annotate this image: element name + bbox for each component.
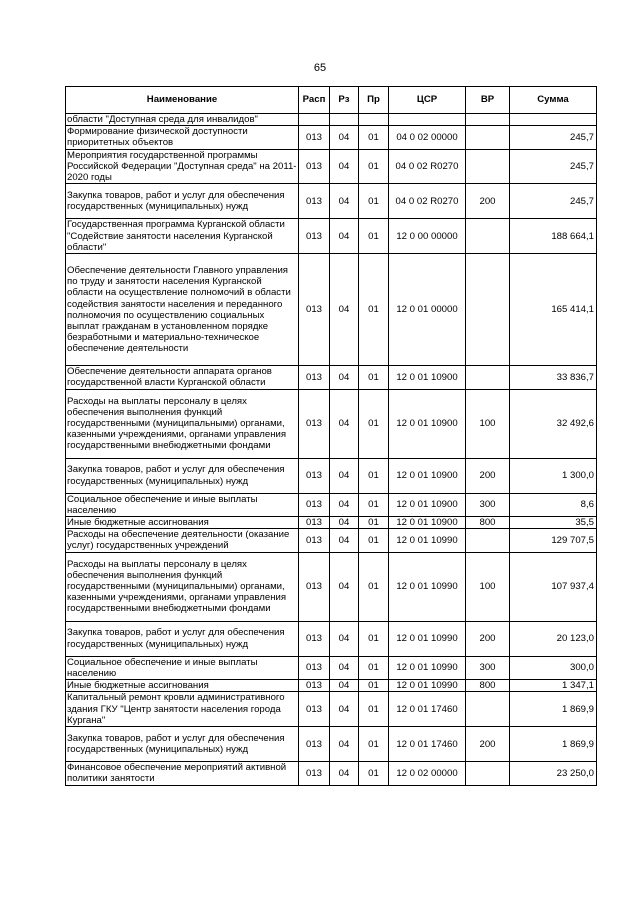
cell-pr: 01 bbox=[359, 366, 389, 389]
cell-name: Закупка товаров, работ и услуг для обеспечения государственных (муниципальных) нужд bbox=[66, 184, 299, 219]
table-row bbox=[66, 692, 597, 727]
cell-csr: 12 0 01 10900 bbox=[389, 366, 466, 389]
cell-rz: 04 bbox=[330, 254, 359, 366]
cell-pr: 01 bbox=[359, 656, 389, 679]
cell-pr: 01 bbox=[359, 126, 389, 149]
cell-pr: 01 bbox=[359, 517, 389, 529]
cell-pr: 01 bbox=[359, 692, 389, 727]
cell-rasp: 013 bbox=[299, 126, 330, 149]
cell-sum: 245,7 bbox=[510, 126, 597, 149]
cell-csr: 12 0 01 10900 bbox=[389, 493, 466, 516]
cell-rz bbox=[330, 114, 359, 126]
cell-rasp: 013 bbox=[299, 254, 330, 366]
cell-rz: 04 bbox=[330, 552, 359, 621]
cell-csr: 12 0 01 10900 bbox=[389, 458, 466, 493]
table-row bbox=[66, 552, 597, 621]
cell-rasp: 013 bbox=[299, 656, 330, 679]
cell-csr: 12 0 01 10900 bbox=[389, 517, 466, 529]
cell-pr: 01 bbox=[359, 493, 389, 516]
cell-rasp: 013 bbox=[299, 184, 330, 219]
cell-rasp: 013 bbox=[299, 493, 330, 516]
cell-vr: 300 bbox=[466, 656, 510, 679]
cell-rz: 04 bbox=[330, 493, 359, 516]
cell-vr: 200 bbox=[466, 621, 510, 656]
cell-vr bbox=[466, 219, 510, 254]
cell-vr: 800 bbox=[466, 517, 510, 529]
cell-name: Обеспечение деятельности аппарата органов государственной власти Курганской области bbox=[66, 366, 299, 389]
cell-rasp: 013 bbox=[299, 762, 330, 785]
table-row bbox=[66, 366, 597, 389]
table-row bbox=[66, 727, 597, 762]
table-row bbox=[66, 458, 597, 493]
cell-name: Государственная программа Курганской области "Содействие занятости населения Курганской области" bbox=[66, 219, 299, 254]
cell-name: Обеспечение деятельности Главного управления по труду и занятости населения Курганской области на осуществление полномочий в области содействия занятости населения и переданного полномочия по осуществлению социальных выплат гражданам в установленном порядке безработными и материально-техническое обеспечение деятельности bbox=[66, 254, 299, 366]
cell-rz: 04 bbox=[330, 762, 359, 785]
cell-name: Иные бюджетные ассигнования bbox=[66, 517, 299, 529]
cell-vr bbox=[466, 529, 510, 552]
cell-vr bbox=[466, 114, 510, 126]
cell-rasp: 013 bbox=[299, 529, 330, 552]
header-name: Наименование bbox=[66, 87, 299, 114]
cell-rasp: 013 bbox=[299, 692, 330, 727]
table-row bbox=[66, 680, 597, 692]
cell-rz: 04 bbox=[330, 219, 359, 254]
cell-sum: 165 414,1 bbox=[510, 254, 597, 366]
cell-vr: 800 bbox=[466, 680, 510, 692]
cell-rz: 04 bbox=[330, 389, 359, 458]
cell-vr bbox=[466, 254, 510, 366]
cell-pr: 01 bbox=[359, 149, 389, 184]
cell-sum: 1 347,1 bbox=[510, 680, 597, 692]
cell-name: Финансовое обеспечение мероприятий активной политики занятости bbox=[66, 762, 299, 785]
cell-pr: 01 bbox=[359, 254, 389, 366]
table-row bbox=[66, 126, 597, 149]
cell-name: Расходы на обеспечение деятельности (оказание услуг) государственных учреждений bbox=[66, 529, 299, 552]
header-csr: ЦСР bbox=[389, 87, 466, 114]
cell-name: Мероприятия государственной программы Российской Федерации "Доступная среда" на 2011-2020 годы bbox=[67, 149, 297, 184]
cell-rasp: 013 bbox=[299, 366, 330, 389]
cell-vr: 200 bbox=[466, 727, 510, 762]
cell-csr: 04 0 02 R0270 bbox=[389, 184, 466, 219]
cell-vr bbox=[466, 692, 510, 727]
cell-rasp: 013 bbox=[299, 517, 330, 529]
cell-csr: 12 0 02 00000 bbox=[389, 762, 466, 785]
cell-name: Расходы на выплаты персоналу в целях обеспечения выполнения функций государственными (муниципальными) органами, казенными учреждениями, органами управления государственными внебюджетными фондами bbox=[66, 552, 299, 621]
cell-rz: 04 bbox=[330, 692, 359, 727]
cell-name: Капитальный ремонт кровли административного здания ГКУ "Центр занятости населения города Кургана" bbox=[66, 692, 299, 727]
cell-rz: 04 bbox=[330, 656, 359, 679]
cell-csr: 04 0 02 R0270 bbox=[389, 149, 466, 184]
cell-sum: 23 250,0 bbox=[510, 762, 597, 785]
header-vr: ВР bbox=[466, 87, 510, 114]
cell-name: Социальное обеспечение и иные выплаты населению bbox=[66, 656, 299, 679]
table-row bbox=[66, 529, 597, 552]
cell-rz: 04 bbox=[330, 517, 359, 529]
cell-rasp: 013 bbox=[299, 219, 330, 254]
page-number: 65 bbox=[313, 62, 327, 74]
table-row bbox=[66, 517, 597, 529]
cell-csr bbox=[389, 114, 466, 126]
cell-sum: 33 836,7 bbox=[510, 366, 597, 389]
cell-sum: 188 664,1 bbox=[510, 219, 597, 254]
cell-name: Закупка товаров, работ и услуг для обеспечения государственных (муниципальных) нужд bbox=[66, 621, 299, 656]
cell-name: Расходы на выплаты персоналу в целях обеспечения выполнения функций государственными (муниципальными) органами, казенными учреждениями, органами управления государственными внебюджетными фондами bbox=[66, 389, 299, 458]
cell-pr: 01 bbox=[359, 219, 389, 254]
cell-pr: 01 bbox=[359, 184, 389, 219]
cell-rz: 04 bbox=[330, 149, 359, 184]
cell-sum: 8,6 bbox=[510, 493, 597, 516]
header-pr: Пр bbox=[359, 87, 389, 114]
cell-vr: 300 bbox=[466, 493, 510, 516]
cell-pr: 01 bbox=[359, 680, 389, 692]
table-header-row bbox=[66, 87, 597, 114]
cell-sum: 35,5 bbox=[510, 517, 597, 529]
header-sum: Сумма bbox=[510, 87, 597, 114]
cell-csr: 12 0 01 17460 bbox=[389, 692, 466, 727]
cell-sum bbox=[510, 114, 597, 126]
table-row bbox=[66, 621, 597, 656]
cell-sum: 300,0 bbox=[510, 656, 597, 679]
table-row bbox=[66, 254, 597, 366]
cell-csr: 12 0 01 10990 bbox=[389, 529, 466, 552]
cell-pr: 01 bbox=[359, 762, 389, 785]
cell-csr: 12 0 01 00000 bbox=[389, 254, 466, 366]
cell-rasp: 013 bbox=[299, 149, 330, 184]
table-row bbox=[66, 389, 597, 458]
cell-sum: 32 492,6 bbox=[510, 389, 597, 458]
cell-vr: 100 bbox=[466, 389, 510, 458]
cell-rz: 04 bbox=[330, 184, 359, 219]
cell-name: Закупка товаров, работ и услуг для обеспечения государственных (муниципальных) нужд bbox=[66, 727, 299, 762]
cell-rz: 04 bbox=[330, 126, 359, 149]
cell-sum: 107 937,4 bbox=[510, 552, 597, 621]
cell-rz: 04 bbox=[330, 366, 359, 389]
cell-name: Формирование физической доступности приоритетных объектов bbox=[66, 126, 299, 149]
cell-vr: 100 bbox=[466, 552, 510, 621]
cell-sum: 1 300,0 bbox=[510, 458, 597, 493]
cell-csr: 12 0 01 10990 bbox=[389, 656, 466, 679]
cell-pr: 01 bbox=[359, 389, 389, 458]
cell-rasp: 013 bbox=[299, 680, 330, 692]
cell-name: области "Доступная среда для инвалидов" bbox=[66, 114, 299, 126]
cell-pr bbox=[359, 114, 389, 126]
budget-table bbox=[65, 86, 597, 786]
cell-rasp: 013 bbox=[299, 389, 330, 458]
cell-csr: 04 0 02 00000 bbox=[389, 126, 466, 149]
cell-rz: 04 bbox=[330, 727, 359, 762]
table-row bbox=[66, 114, 597, 126]
table-row bbox=[66, 219, 597, 254]
table-row bbox=[66, 762, 597, 785]
cell-rz: 04 bbox=[330, 621, 359, 656]
cell-vr bbox=[466, 366, 510, 389]
table-row bbox=[66, 184, 597, 219]
cell-csr: 12 0 00 00000 bbox=[389, 219, 466, 254]
header-rz: Рз bbox=[330, 87, 359, 114]
cell-sum: 20 123,0 bbox=[510, 621, 597, 656]
cell-sum: 1 869,9 bbox=[510, 692, 597, 727]
cell-name: Социальное обеспечение и иные выплаты населению bbox=[66, 493, 299, 516]
cell-rz: 04 bbox=[330, 680, 359, 692]
cell-rasp: 013 bbox=[299, 727, 330, 762]
cell-vr: 200 bbox=[466, 184, 510, 219]
cell-csr: 12 0 01 10990 bbox=[389, 621, 466, 656]
cell-sum: 245,7 bbox=[510, 149, 597, 184]
table-row bbox=[66, 149, 597, 184]
cell-pr: 01 bbox=[359, 458, 389, 493]
cell-rasp bbox=[299, 114, 330, 126]
cell-pr: 01 bbox=[359, 552, 389, 621]
table-row bbox=[66, 493, 597, 516]
cell-rz: 04 bbox=[330, 458, 359, 493]
table-row bbox=[66, 656, 597, 679]
cell-pr: 01 bbox=[359, 727, 389, 762]
cell-rasp: 013 bbox=[299, 458, 330, 493]
cell-sum: 245,7 bbox=[510, 184, 597, 219]
header-rasp: Расп bbox=[299, 87, 330, 114]
cell-vr bbox=[466, 762, 510, 785]
cell-pr: 01 bbox=[359, 621, 389, 656]
cell-vr bbox=[466, 126, 510, 149]
cell-name: Закупка товаров, работ и услуг для обеспечения государственных (муниципальных) нужд bbox=[66, 458, 299, 493]
cell-rasp: 013 bbox=[299, 621, 330, 656]
cell-vr bbox=[466, 149, 510, 184]
cell-rz: 04 bbox=[330, 529, 359, 552]
cell-sum: 1 869,9 bbox=[510, 727, 597, 762]
cell-csr: 12 0 01 17460 bbox=[389, 727, 466, 762]
cell-csr: 12 0 01 10990 bbox=[389, 552, 466, 621]
cell-name: Иные бюджетные ассигнования bbox=[66, 680, 299, 692]
cell-vr: 200 bbox=[466, 458, 510, 493]
cell-rasp: 013 bbox=[299, 552, 330, 621]
cell-pr: 01 bbox=[359, 529, 389, 552]
cell-csr: 12 0 01 10900 bbox=[389, 389, 466, 458]
cell-sum: 129 707,5 bbox=[510, 529, 597, 552]
cell-csr: 12 0 01 10990 bbox=[389, 680, 466, 692]
